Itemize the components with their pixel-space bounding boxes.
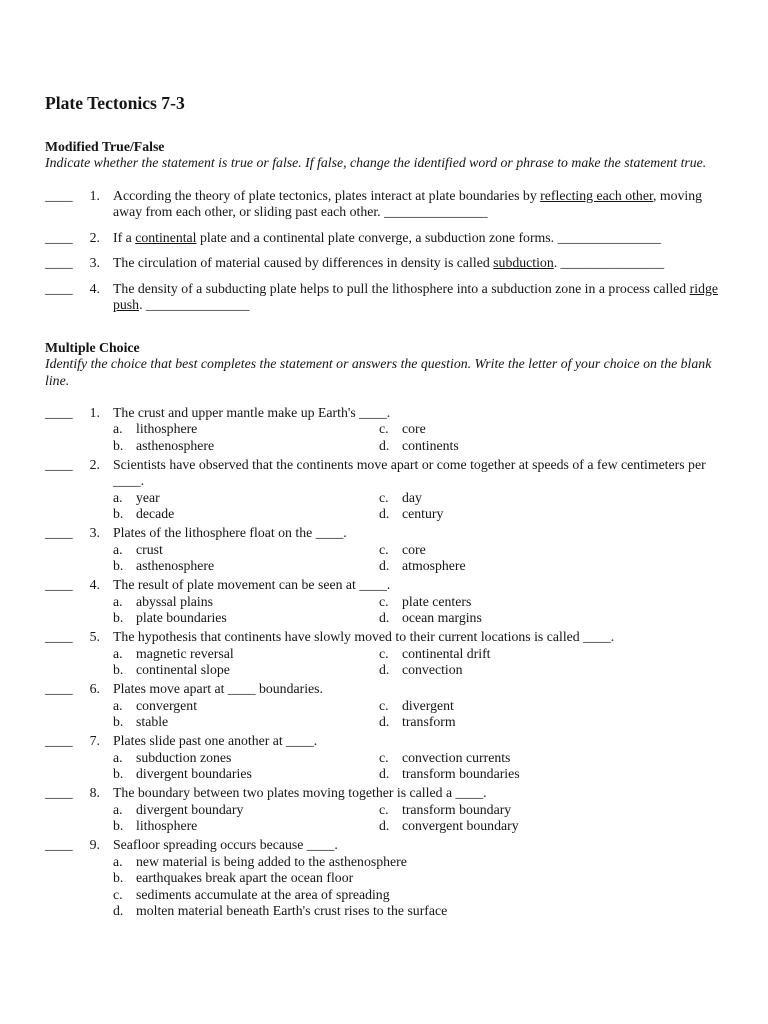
- question-stem: Seafloor spreading occurs because ____.: [113, 837, 338, 853]
- choice-letter: c.: [379, 645, 389, 661]
- answer-choices: [113, 750, 725, 783]
- choice-text: atmosphere: [402, 558, 466, 574]
- choice-letter: b.: [113, 662, 124, 678]
- choice-letter: c.: [379, 697, 389, 713]
- choice-d: [379, 766, 725, 783]
- choice-letter: a.: [113, 645, 123, 661]
- tf-question-2: [45, 230, 725, 247]
- question-number: 1.: [89, 187, 100, 203]
- choice-letter: d.: [379, 818, 390, 834]
- choice-d: [379, 558, 725, 575]
- choice-text: transform boundaries: [402, 766, 520, 782]
- choice-letter: b.: [113, 610, 124, 626]
- correction-line: _______________: [560, 255, 665, 271]
- question-number: 6.: [89, 681, 100, 697]
- choice-b: [113, 766, 379, 783]
- question-number: 3.: [89, 525, 100, 541]
- question-number: 9.: [89, 837, 100, 853]
- correction-line: _______________: [384, 204, 488, 220]
- question-stem: [113, 188, 725, 221]
- choice-text: new material is being added to the asthenosphere: [136, 853, 407, 869]
- tf-question-1: [45, 188, 725, 221]
- choice-letter: c.: [379, 749, 389, 765]
- choice-a: [113, 490, 379, 507]
- choice-d: [379, 662, 725, 679]
- mc-question-4: [45, 577, 725, 627]
- answer-choices: [113, 490, 725, 523]
- choice-b: [113, 438, 379, 455]
- choice-c: [379, 750, 725, 767]
- tf-question-3: [45, 255, 725, 272]
- choice-letter: a.: [113, 541, 123, 557]
- question-number: 5.: [89, 629, 100, 645]
- choice-text: transform boundary: [402, 801, 512, 817]
- question-stem: Scientists have observed that the continents move apart or come together at speeds of a few centimeters per ____.: [113, 456, 706, 489]
- mc-question-3: [45, 525, 725, 575]
- choice-d: [379, 610, 725, 627]
- choice-letter: a.: [113, 593, 123, 609]
- stem-text: The circulation of material caused by differences in density is called: [113, 255, 494, 271]
- choice-letter: c.: [379, 801, 389, 817]
- choice-d: [379, 438, 725, 455]
- stem-text: If a: [113, 229, 136, 245]
- choice-letter: a.: [113, 421, 123, 437]
- choice-letter: b.: [113, 766, 124, 782]
- answer-blank: ____: [45, 733, 73, 749]
- answer-choices: [113, 594, 725, 627]
- choice-a: [113, 594, 379, 611]
- choice-text: divergent boundaries: [136, 766, 252, 782]
- identified-term: reflecting each other: [540, 187, 653, 203]
- mc-question-8: [45, 785, 725, 835]
- choice-text: continental slope: [136, 662, 230, 678]
- choice-text: convergent: [136, 697, 198, 713]
- correction-line: _______________: [557, 229, 662, 245]
- choice-letter: b.: [113, 818, 124, 834]
- choice-letter: c.: [379, 593, 389, 609]
- question-stem: Plates of the lithosphere float on the ____.: [113, 525, 347, 541]
- answer-choices: [113, 542, 725, 575]
- choice-a: [113, 854, 725, 871]
- choice-text: ocean margins: [402, 610, 482, 626]
- choice-letter: d.: [379, 506, 390, 522]
- choice-letter: d.: [379, 714, 390, 730]
- answer-blank: ____: [45, 280, 73, 296]
- choice-d: [379, 818, 725, 835]
- choice-text: continents: [402, 437, 459, 453]
- identified-term: subduction: [493, 255, 554, 271]
- choice-letter: a.: [113, 801, 123, 817]
- choice-letter: a.: [113, 853, 123, 869]
- choice-text: stable: [136, 714, 169, 730]
- choice-d: [379, 714, 725, 731]
- answer-choices: [113, 646, 725, 679]
- answer-blank: ____: [45, 681, 73, 697]
- identified-term: continental: [135, 229, 197, 245]
- choice-c: [379, 802, 725, 819]
- choice-letter: d.: [379, 437, 390, 453]
- true-false-heading: Modified True/False: [45, 138, 165, 154]
- question-number: 2.: [89, 456, 100, 472]
- question-number: 8.: [89, 785, 100, 801]
- choice-letter: d.: [379, 610, 390, 626]
- answer-blank: ____: [45, 837, 73, 853]
- answer-choices: [113, 421, 725, 454]
- choice-c: [379, 542, 725, 559]
- question-stem: [113, 281, 725, 314]
- question-number: 7.: [89, 733, 100, 749]
- choice-b: [113, 662, 379, 679]
- page-title: Plate Tectonics 7-3: [45, 93, 185, 113]
- mc-question-1: [45, 405, 725, 455]
- choice-a: [113, 698, 379, 715]
- stem-text: .: [139, 297, 143, 313]
- choice-letter: b.: [113, 437, 124, 453]
- choice-a: [113, 750, 379, 767]
- choice-letter: b.: [113, 714, 124, 730]
- choice-text: year: [136, 489, 160, 505]
- choice-d: [113, 903, 725, 920]
- choice-letter: a.: [113, 749, 123, 765]
- choice-letter: d.: [379, 766, 390, 782]
- choice-text: crust: [136, 541, 163, 557]
- choice-a: [113, 542, 379, 559]
- correction-line: _______________: [145, 297, 250, 313]
- choice-text: convergent boundary: [402, 818, 519, 834]
- answer-blank: ____: [45, 629, 73, 645]
- choice-letter: c.: [379, 489, 389, 505]
- stem-text: .: [553, 255, 558, 271]
- choice-letter: d.: [113, 903, 124, 919]
- answer-blank: ____: [45, 404, 73, 420]
- choice-letter: a.: [113, 697, 123, 713]
- choice-letter: a.: [113, 489, 123, 505]
- choice-text: lithosphere: [136, 421, 198, 437]
- choice-b: [113, 610, 379, 627]
- choice-a: [113, 421, 379, 438]
- choice-text: decade: [136, 506, 175, 522]
- choice-b: [113, 714, 379, 731]
- choice-text: sediments accumulate at the area of spreading: [136, 886, 390, 902]
- choice-text: divergent boundary: [136, 801, 244, 817]
- choice-c: [379, 490, 725, 507]
- answer-choices: [113, 854, 725, 920]
- question-number: 2.: [89, 229, 100, 245]
- choice-text: transform: [402, 714, 456, 730]
- question-number: 1.: [89, 404, 100, 420]
- choice-text: day: [402, 489, 422, 505]
- choice-c: [113, 887, 725, 904]
- true-false-instructions: Indicate whether the statement is true or false. If false, change the identified word or phrase to make the statement true.: [45, 155, 707, 171]
- mc-question-7: [45, 733, 725, 783]
- question-number: 3.: [89, 255, 100, 271]
- mc-question-5: [45, 629, 725, 679]
- choice-a: [113, 646, 379, 663]
- answer-choices: [113, 802, 725, 835]
- answer-blank: ____: [45, 255, 73, 271]
- choice-text: abyssal plains: [136, 593, 214, 609]
- choice-letter: b.: [113, 870, 124, 886]
- mc-question-9: [45, 837, 725, 920]
- choice-text: core: [402, 541, 426, 557]
- question-stem: Plates move apart at ____ boundaries.: [113, 681, 323, 697]
- choice-b: [113, 558, 379, 575]
- multiple-choice-section: [45, 405, 723, 920]
- choice-letter: d.: [379, 558, 390, 574]
- choice-letter: c.: [113, 886, 123, 902]
- question-stem: The crust and upper mantle make up Earth's ____.: [113, 404, 391, 420]
- question-number: 4.: [89, 280, 100, 296]
- choice-c: [379, 594, 725, 611]
- choice-c: [379, 421, 725, 438]
- choice-text: plate boundaries: [136, 610, 227, 626]
- choice-text: century: [402, 506, 444, 522]
- choice-text: asthenosphere: [136, 558, 215, 574]
- choice-c: [379, 646, 725, 663]
- choice-text: convection: [402, 662, 463, 678]
- stem-text: plate and a continental plate converge, a subduction zone forms.: [196, 229, 555, 245]
- choice-text: lithosphere: [136, 818, 198, 834]
- answer-blank: ____: [45, 229, 73, 245]
- question-number: 4.: [89, 577, 100, 593]
- identified-term: ridge push: [113, 280, 719, 313]
- answer-blank: ____: [45, 525, 73, 541]
- choice-text: molten material beneath Earth's crust rises to the surface: [136, 903, 448, 919]
- stem-text: The density of a subducting plate helps to pull the lithosphere into a subduction zone in a process called: [113, 280, 690, 296]
- question-stem: The result of plate movement can be seen at ____.: [113, 577, 391, 593]
- question-stem: [113, 230, 725, 247]
- choice-letter: c.: [379, 421, 389, 437]
- tf-question-4: [45, 281, 725, 314]
- choice-a: [113, 802, 379, 819]
- answer-blank: ____: [45, 785, 73, 801]
- answer-blank: ____: [45, 187, 73, 203]
- choice-b: [113, 870, 725, 887]
- mc-question-2: [45, 457, 725, 523]
- true-false-section: [45, 188, 723, 314]
- multiple-choice-heading: Multiple Choice: [45, 339, 140, 355]
- choice-letter: c.: [379, 541, 389, 557]
- mc-question-6: [45, 681, 725, 731]
- question-stem: Plates slide past one another at ____.: [113, 733, 318, 749]
- choice-b: [113, 818, 379, 835]
- stem-text: According the theory of plate tectonics, plates interact at plate boundaries by: [113, 187, 541, 203]
- choice-b: [113, 506, 379, 523]
- choice-d: [379, 506, 725, 523]
- question-stem: [113, 255, 725, 272]
- question-stem: The boundary between two plates moving together is called a ____.: [113, 785, 487, 801]
- choice-letter: d.: [379, 662, 390, 678]
- choice-text: convection currents: [402, 749, 511, 765]
- answer-blank: ____: [45, 577, 73, 593]
- choice-text: plate centers: [402, 593, 472, 609]
- choice-text: subduction zones: [136, 749, 232, 765]
- choice-text: divergent: [402, 697, 454, 713]
- multiple-choice-instructions: Identify the choice that best completes the statement or answers the question. Write the letter of your choice on the blank line.: [45, 356, 712, 388]
- choice-letter: b.: [113, 558, 124, 574]
- choice-text: core: [402, 421, 426, 437]
- question-stem: The hypothesis that continents have slowly moved to their current locations is called ____.: [113, 629, 615, 645]
- choice-text: magnetic reversal: [136, 645, 234, 661]
- choice-c: [379, 698, 725, 715]
- choice-text: asthenosphere: [136, 437, 215, 453]
- answer-choices: [113, 698, 725, 731]
- stem-text: , moving away from each other, or sliding past each other.: [113, 187, 703, 220]
- answer-blank: ____: [45, 456, 73, 472]
- choice-letter: b.: [113, 506, 124, 522]
- choice-text: earthquakes break apart the ocean floor: [136, 870, 354, 886]
- choice-text: continental drift: [402, 645, 491, 661]
